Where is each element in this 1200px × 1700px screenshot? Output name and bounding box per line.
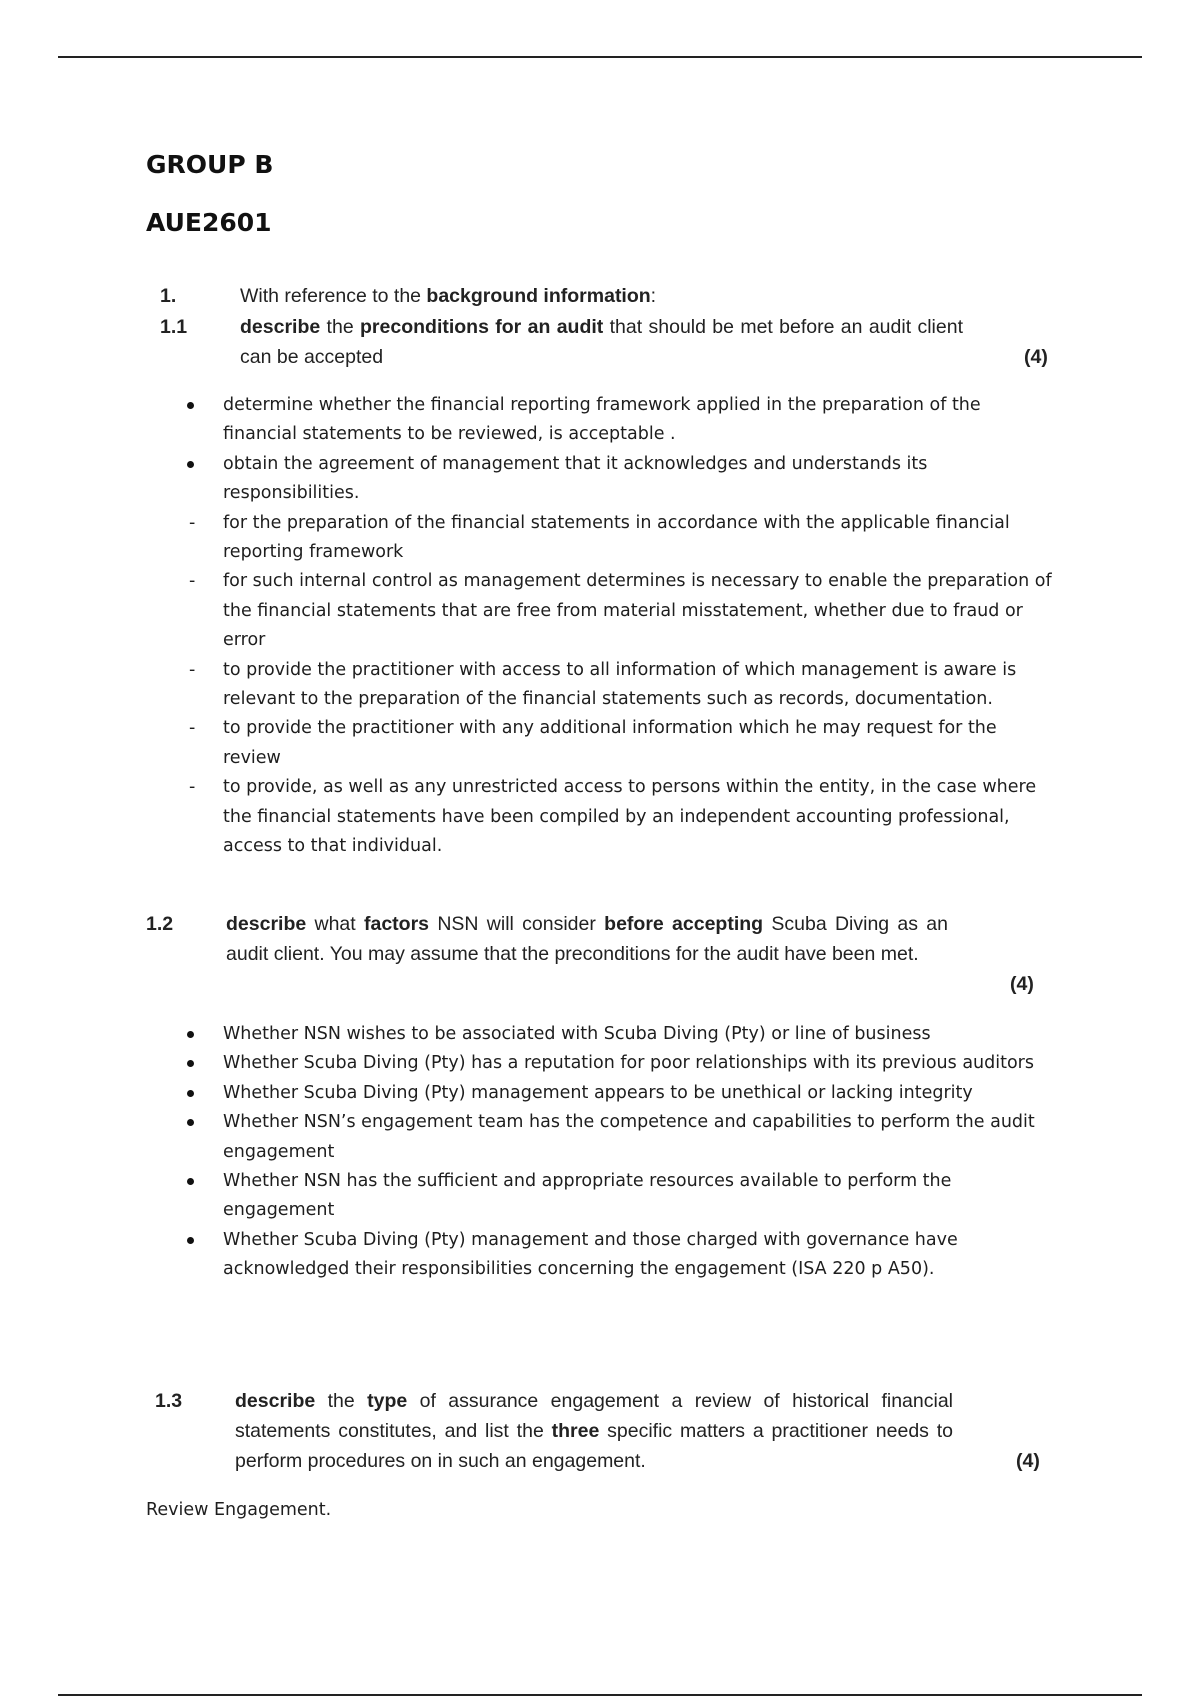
question-1-1 xyxy=(160,312,1060,374)
question-1 xyxy=(160,281,1060,311)
question-text: With reference to the background information: xyxy=(240,285,657,307)
list-item: - to provide the practitioner with access to all information of which management is aware is relevant to the preparation of the financial statements such as records, documentation. xyxy=(189,659,1017,710)
bottom-rule xyxy=(58,1694,1142,1696)
list-item: Whether Scuba Diving (Pty) has a reputation for poor relationships with its previous auditors xyxy=(223,1049,1053,1078)
answer-1-1 xyxy=(189,391,1053,862)
bullet-icon xyxy=(187,1031,194,1038)
bullet-icon xyxy=(187,1060,194,1067)
answer-1-2 xyxy=(223,1020,1053,1285)
course-code-heading: AUE2601 xyxy=(146,208,272,237)
marks: (4) xyxy=(1016,1450,1040,1472)
question-text: describe the preconditions for an audit that should be met before an audit client can be accepted xyxy=(240,316,963,368)
list-item: - to provide, as well as any unrestricted access to persons within the entity, in the case where the financial statements have been compiled by an independent accounting professional, access to that individual. xyxy=(189,777,1037,857)
top-rule xyxy=(58,56,1142,58)
bullet-icon xyxy=(187,461,194,468)
bullet-icon xyxy=(187,402,194,409)
group-heading: GROUP B xyxy=(146,150,274,179)
bullet-icon xyxy=(187,1237,194,1244)
list-item: Whether NSN’s engagement team has the competence and capabilities to perform the audit engagement xyxy=(223,1108,1053,1167)
list-item: - to provide the practitioner with any additional information which he may request for the review xyxy=(189,718,997,768)
list-item: obtain the agreement of management that it acknowledges and understands its responsibilities. xyxy=(223,450,1053,509)
question-number: 1.1 xyxy=(160,316,188,338)
list-item: - for the preparation of the financial statements in accordance with the applicable financial reporting framework xyxy=(189,512,1010,563)
question-number: 1. xyxy=(160,285,177,307)
list-item: Whether NSN wishes to be associated with Scuba Diving (Pty) or line of business xyxy=(223,1020,1053,1049)
question-number: 1.2 xyxy=(146,913,174,935)
list-item: Whether NSN has the sufficient and appropriate resources available to perform the engagement xyxy=(223,1167,1053,1226)
question-1-2 xyxy=(146,909,1066,1001)
list-item: Whether Scuba Diving (Pty) management appears to be unethical or lacking integrity xyxy=(223,1079,1053,1108)
question-text: describe what factors NSN will consider before accepting Scuba Diving as an audit client. You may assume that the preconditions for the audit have been met. xyxy=(226,913,949,965)
list-item: - for such internal control as management determines is necessary to enable the preparation of the financial statements that are free from material misstatement, whether due to fraud or error xyxy=(189,571,1052,651)
bullet-icon xyxy=(187,1090,194,1097)
list-item: determine whether the financial reporting framework applied in the preparation of the financial statements to be reviewed, is acceptable . xyxy=(223,391,1053,450)
answer-1-3: Review Engagement. xyxy=(146,1500,332,1520)
list-item: Whether Scuba Diving (Pty) management and those charged with governance have acknowledged their responsibilities concerning the engagement (ISA 220 p A50). xyxy=(223,1226,1053,1285)
bullet-icon xyxy=(187,1178,194,1185)
bullet-icon xyxy=(187,1119,194,1126)
question-1-3 xyxy=(155,1386,1075,1478)
question-text: describe the type of assurance engagement a review of historical financial statements constitutes, and list the three specific matters a practitioner needs to perform procedures on in such an engagement. xyxy=(235,1390,953,1472)
marks: (4) xyxy=(1010,973,1034,995)
marks: (4) xyxy=(1024,346,1048,368)
question-number: 1.3 xyxy=(155,1390,183,1412)
